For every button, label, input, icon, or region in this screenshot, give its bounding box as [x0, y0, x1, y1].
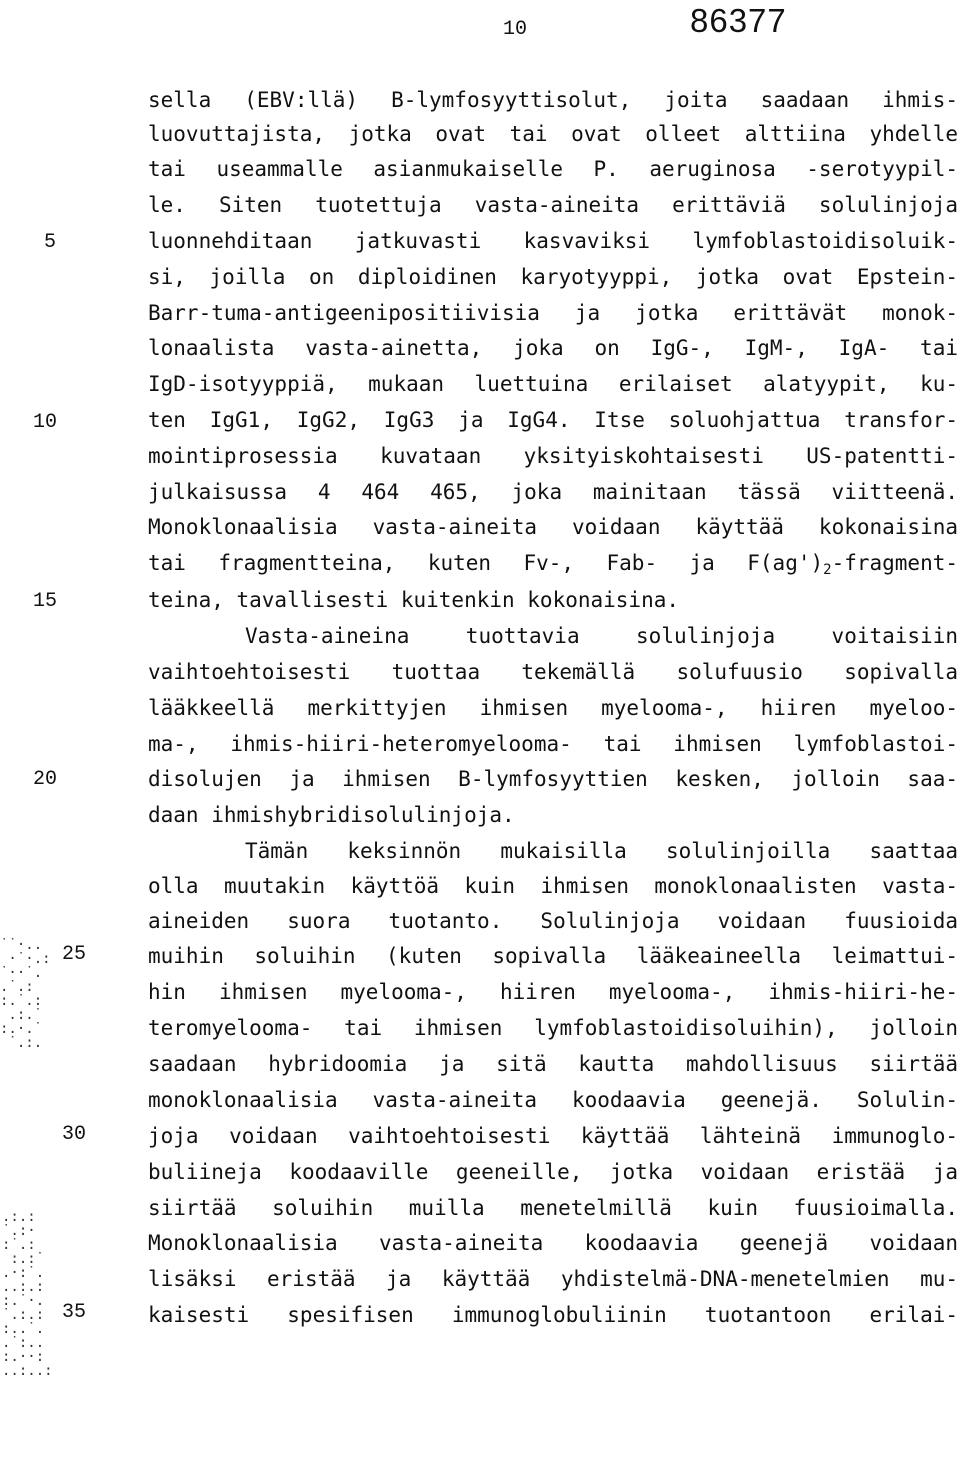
- text-line: siirtää soluihin muilla menetelmillä kuin fuusioimalla.: [148, 1196, 958, 1220]
- text-line: vaihtoehtoisesti tuottaa tekemällä solufuusio sopivalla: [148, 660, 958, 684]
- fragment-suffix: -fragment-: [831, 551, 958, 575]
- text-line: ma-, ihmis-hiiri-heteromyelooma- tai ihmisen lymfoblastoi-: [148, 732, 958, 756]
- text-line: muihin soluihin (kuten sopivalla lääkeaineella leimattui-: [148, 944, 958, 968]
- text-line: hin ihmisen myelooma-, hiiren myelooma-, ihmis-hiiri-he-: [148, 980, 958, 1004]
- text-line: disolujen ja ihmisen B-lymfosyyttien kesken, jolloin saa-: [148, 767, 958, 791]
- text-line: joja voidaan vaihtoehtoisesti käyttää lähteinä immunoglo-: [148, 1124, 958, 1148]
- text-line: luovuttajista, jotka ovat tai ovat olleet alttiina yhdelle: [148, 122, 958, 146]
- text-line-fragment: [148, 548, 958, 578]
- text-line: ten IgG1, IgG2, IgG3 ja IgG4. Itse soluohjattua transfor-: [148, 408, 958, 432]
- margin-number: 5: [44, 231, 57, 254]
- margin-number: 20: [33, 768, 58, 791]
- margin-number: 15: [33, 590, 58, 613]
- margin-number: 35: [62, 1301, 87, 1324]
- margin-number: 25: [62, 943, 87, 966]
- text-line: kaisesti spesifisen immunoglobuliinin tuotantoon erilai-: [148, 1303, 958, 1327]
- text-line: lonaalista vasta-ainetta, joka on IgG-, IgM-, IgA- tai: [148, 336, 958, 360]
- text-line: si, joilla on diploidinen karyotyyppi, jotka ovat Epstein-: [148, 265, 958, 289]
- paragraph-first-line: Tämän keksinnön mukaisilla solulinjoilla saattaa: [245, 839, 958, 863]
- text-line: Monoklonaalisia vasta-aineita voidaan käyttää kokonaisina: [148, 515, 958, 539]
- text-line: sella (EBV:llä) B-lymfosyyttisolut, joita saadaan ihmis-: [148, 88, 958, 112]
- text-line: teina, tavallisesti kuitenkin kokonaisina.: [148, 588, 680, 612]
- text-line: olla muutakin käyttöä kuin ihmisen monoklonaalisten vasta-: [148, 874, 958, 898]
- text-line: IgD-isotyyppiä, mukaan luettuina erilaiset alatyypit, ku-: [148, 372, 958, 396]
- text-line: monoklonaalisia vasta-aineita koodaavia geenejä. Solulin-: [148, 1088, 958, 1112]
- document-number: 86377: [690, 2, 787, 39]
- text-line: Monoklonaalisia vasta-aineita koodaavia geenejä voidaan: [148, 1231, 958, 1255]
- text-line: daan ihmishybridisolulinjoja.: [148, 803, 515, 827]
- text-line: le. Siten tuotettuja vasta-aineita erittäviä solulinjoja: [148, 193, 958, 217]
- text-line: mointiprosessia kuvataan yksityiskohtaisesti US-patentti-: [148, 444, 958, 468]
- margin-number: 10: [33, 411, 58, 434]
- text-line: aineiden suora tuotanto. Solulinjoja voidaan fuusioida: [148, 909, 958, 933]
- text-line: julkaisussa 4 464 465, joka mainitaan tässä viitteenä.: [148, 480, 958, 504]
- text-line: luonnehditaan jatkuvasti kasvaviksi lymfoblastoidisoluik-: [148, 229, 958, 253]
- text-line: teromyelooma- tai ihmisen lymfoblastoidisoluihin), jolloin: [148, 1016, 958, 1040]
- text-line: saadaan hybridoomia ja sitä kautta mahdollisuus siirtää: [148, 1052, 958, 1076]
- text-line: Barr-tuma-antigeenipositiivisia ja jotka erittävät monok-: [148, 301, 958, 325]
- text-line: lisäksi eristää ja käyttää yhdistelmä-DNA-menetelmien mu-: [148, 1267, 958, 1291]
- fragment-text: tai fragmentteina, kuten Fv-, Fab- ja F(ag'): [148, 551, 824, 575]
- paragraph-first-line: Vasta-aineina tuottavia solulinjoja voitaisiin: [245, 624, 958, 648]
- text-line: buliineja koodaaville geeneille, jotka voidaan eristää ja: [148, 1160, 958, 1184]
- fragment-subscript: 2: [823, 562, 832, 578]
- margin-number: 30: [62, 1123, 87, 1146]
- text-line: lääkkeellä merkittyjen ihmisen myelooma-, hiiren myeloo-: [148, 696, 958, 720]
- text-line: tai useammalle asianmukaiselle P. aeruginosa -serotyypil-: [148, 157, 958, 181]
- page-number: 10: [503, 18, 528, 41]
